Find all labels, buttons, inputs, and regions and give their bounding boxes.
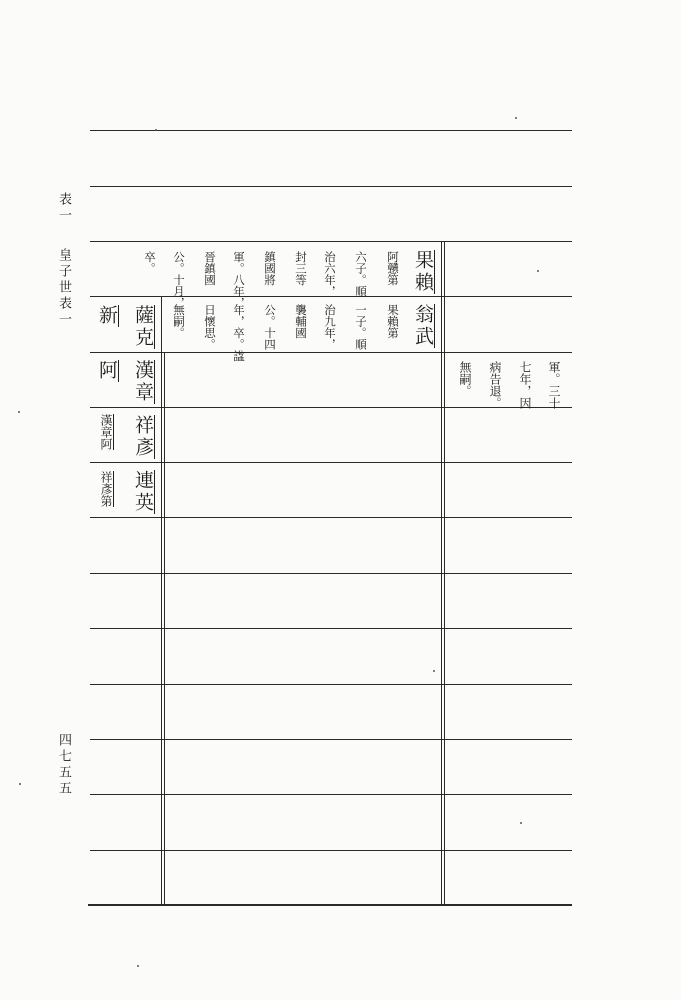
vrule-left <box>161 296 162 905</box>
gen4-bio-col: 鎮國將 <box>263 251 277 286</box>
gen5-name-xiangyan: 祥彥 <box>132 415 154 459</box>
right-bio-col: 病告退。 <box>488 361 502 409</box>
gen5-bio-col: 年，卒。諡 <box>232 304 246 362</box>
speck <box>537 270 539 272</box>
gen4-bio-col: 六子。順 <box>354 251 368 297</box>
gen5-bio-col: 果賴第 <box>386 304 400 339</box>
speck <box>155 129 157 131</box>
gen4-bio-col: 治六年， <box>323 251 337 297</box>
gen4-bio-col: 軍。八年， <box>232 251 246 309</box>
table-label: 表一 <box>56 192 71 224</box>
speck <box>515 117 517 119</box>
section-label: 皇子世表一 <box>56 248 71 328</box>
speck <box>19 783 21 785</box>
gen4-bio-col: 封三等 <box>294 251 308 286</box>
vrule-mid <box>164 352 165 905</box>
gen5-bio-col: 公。十四 <box>263 304 277 350</box>
gen4-bio-col: 晉鎮國 <box>203 251 217 286</box>
gen6-entry-xiangyandi: 祥彥第 <box>99 471 113 507</box>
speck <box>137 965 139 967</box>
vrule-right-b <box>444 241 445 905</box>
gen4-name: 果賴 <box>412 250 434 294</box>
gen4-bio-col: 公。十月， <box>172 251 186 309</box>
gen5-bio-col: 一子。順 <box>354 304 368 350</box>
rule-top-1 <box>90 130 572 131</box>
gen5-name-lianying: 連英 <box>132 470 154 514</box>
gen5-bio-col: 襲輔國 <box>294 304 308 339</box>
rule-top-3 <box>90 241 572 242</box>
right-bio-col: 無嗣。 <box>458 361 472 397</box>
speck <box>433 670 435 672</box>
gen4-bio-col: 卒。 <box>143 251 157 274</box>
rule-row-8 <box>90 684 572 685</box>
gen5-name-hanzhang: 漢章 <box>132 360 154 404</box>
rule-row-2 <box>90 352 572 353</box>
rule-row-10 <box>90 794 572 795</box>
rule-row-6 <box>90 573 572 574</box>
gen4-bio-col: 阿戇第 <box>386 251 400 286</box>
right-bio-col: 七年，因 <box>518 361 532 409</box>
speck <box>520 822 522 824</box>
gen5-name-sake: 薩克 <box>132 305 154 349</box>
gen6-entry-hanzhanga: 漢章阿 <box>99 414 113 450</box>
page-number: 四七五五 <box>56 733 71 797</box>
rule-top-2 <box>90 186 572 187</box>
gen6-entry-a: 阿 <box>96 360 118 382</box>
rule-row-9 <box>90 739 572 740</box>
rule-row-7 <box>90 628 572 629</box>
rule-row-5 <box>90 517 572 518</box>
rule-row-11 <box>90 850 572 851</box>
vrule-right-a <box>441 241 442 905</box>
gen6-entry-xin: 新 <box>96 305 118 327</box>
gen5-name-wengwu: 翁武 <box>412 304 434 348</box>
rule-row-4 <box>90 462 572 463</box>
right-bio-col: 軍。三十 <box>547 361 561 409</box>
gen5-bio-col: 治九年， <box>323 304 337 350</box>
gen5-bio-col: 日懷思。 <box>203 304 217 350</box>
speck <box>18 411 20 413</box>
gen5-bio-col: 無嗣。 <box>172 304 186 339</box>
